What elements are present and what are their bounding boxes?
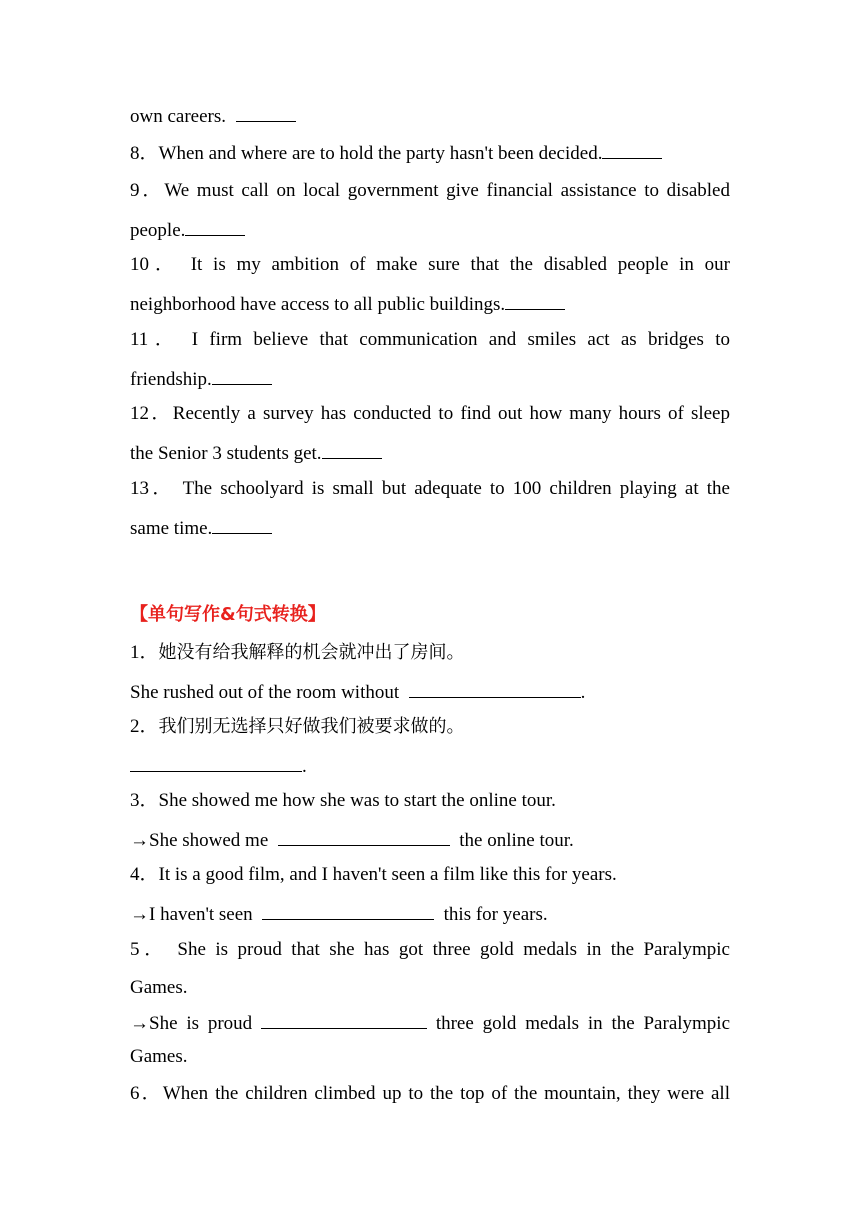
writing-answer-4 [130,902,730,926]
question-number: 12 [130,403,149,424]
question-number: 8 [130,143,140,164]
answer-blank[interactable] [278,828,450,846]
answer-suffix: . [302,756,307,777]
continued-line [130,104,730,128]
question-text-cont: neighborhood have access to all public buildings. [130,294,506,315]
question-12-line-2 [130,441,730,465]
writing-answer-5-line-1 [130,1011,730,1035]
question-text: We must call on local government give financial assistance to disabled [164,180,730,201]
question-text: It is my ambition of make sure that the disabled people in our [190,254,730,275]
question-text: She showed me how she was to start the online tour. [158,790,556,811]
arrow-prefix: →She is proud [130,1013,253,1034]
question-number: 1 [130,642,140,663]
writing-answer-5-line-2 [130,1046,730,1070]
arrow-suffix: three gold medals in the Paralympic [435,1013,731,1034]
writing-answer-3 [130,828,730,852]
writing-question-2 [130,716,730,740]
number-separator: ． [149,478,175,499]
question-text-cont: friendship. [130,369,212,390]
arrow-line-2: Games. [130,1046,188,1067]
question-text: She is proud that she has got three gold medals in the Paralympic [177,939,730,960]
writing-answer-2 [130,754,730,778]
question-number: 10 [130,254,149,275]
number-separator: ． [139,1083,163,1104]
question-10-line-1 [130,254,730,278]
question-number: 11 [130,329,149,350]
continued-text: own careers. [130,106,227,127]
question-text-cont: the Senior 3 students get. [130,443,322,464]
question-text-cont: Games. [130,977,188,998]
writing-question-3 [130,790,730,814]
question-number: 2 [130,716,140,737]
question-12-line-1 [130,403,730,427]
question-number: 13 [130,478,149,499]
number-separator: ． [139,939,168,960]
answer-blank[interactable] [236,104,296,122]
question-11-line-1 [130,329,730,353]
answer-suffix: . [580,682,586,703]
writing-answer-1 [130,680,730,704]
answer-blank[interactable] [212,367,272,385]
question-10-line-2 [130,292,730,316]
arrow-prefix: →She showed me [130,830,269,851]
question-number: 3 [130,790,140,811]
arrow-suffix: the online tour. [459,830,574,851]
question-text: When the children climbed up to the top of the mountain, they were all [162,1083,730,1104]
writing-question-5-line-1 [130,939,730,963]
answer-blank[interactable] [322,441,382,459]
section-title [130,604,730,628]
question-text-cont: same time. [130,518,213,539]
question-11-line-2 [130,367,730,391]
chinese-prompt: 我们别无选择只好做我们被要求做的。 [158,716,465,737]
question-text: The schoolyard is small but adequate to 100 children playing at the [182,478,730,499]
answer-blank[interactable] [130,754,302,772]
number-separator: ． [149,254,180,275]
answer-blank[interactable] [261,1011,427,1029]
question-number: 9 [130,180,140,201]
answer-prefix: She rushed out of the room without [130,682,400,703]
answer-blank[interactable] [262,902,434,920]
question-13-line-2 [130,516,730,540]
question-text-cont: people. [130,220,186,241]
question-number: 5 [130,939,140,960]
number-separator: ． [139,790,159,811]
question-text: When and where are to hold the party hasn't been decided. [158,143,603,164]
number-separator: ． [139,642,159,663]
question-13-line-1 [130,478,730,502]
question-9-line-2 [130,218,730,242]
writing-question-1 [130,642,730,666]
number-separator: ． [149,403,173,424]
answer-blank[interactable] [409,680,581,698]
chinese-prompt: 她没有给我解释的机会就冲出了房间。 [158,642,465,663]
number-separator: ． [139,716,159,737]
question-number: 6 [130,1083,140,1104]
answer-blank[interactable] [602,141,662,159]
number-separator: ． [148,329,181,350]
number-separator: ． [139,180,165,201]
number-separator: ． [139,143,159,164]
answer-blank[interactable] [185,218,245,236]
arrow-suffix: this for years. [443,904,548,925]
answer-blank[interactable] [505,292,565,310]
number-separator: ． [139,864,159,885]
question-text: It is a good film, and I haven't seen a film like this for years. [158,864,617,885]
writing-question-5-line-2 [130,977,730,1001]
writing-question-6-line-1 [130,1083,730,1107]
question-9-line-1 [130,180,730,204]
section-title-text: 【单句写作&句式转换】 [130,604,326,625]
question-number: 4 [130,864,140,885]
question-8 [130,141,730,165]
question-text: I firm believe that communication and smiles act as bridges to [191,329,730,350]
question-text: Recently a survey has conducted to find out how many hours of sleep [172,403,730,424]
arrow-prefix: →I haven't seen [130,904,253,925]
writing-question-4 [130,864,730,888]
answer-blank[interactable] [212,516,272,534]
